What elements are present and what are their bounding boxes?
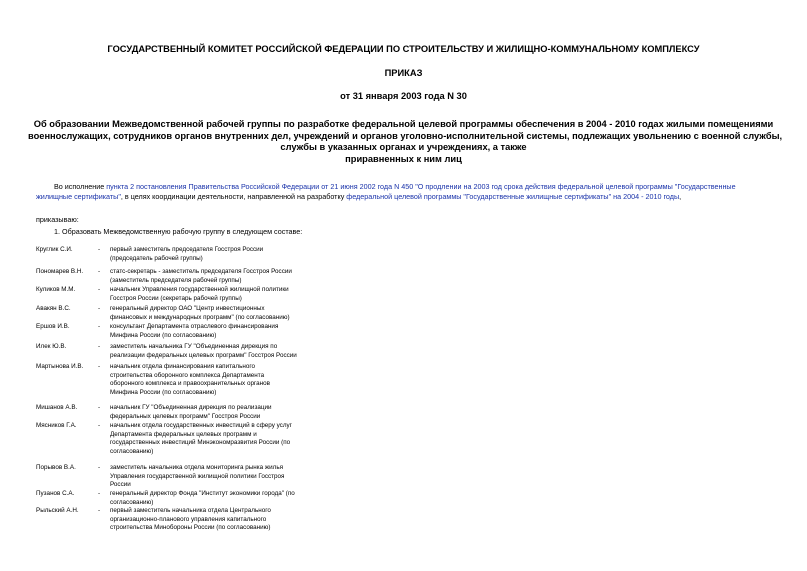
member-position-line: первый заместитель начальника отдела Центрального bbox=[110, 507, 271, 514]
member-position bbox=[110, 507, 310, 533]
intro-middle: , в целях координации деятельности, направленной на разработку bbox=[120, 191, 347, 201]
title-line: Об образовании Межведомственной рабочей группы по разработке федеральной целевой программы обеспечения в 2004 - 2010 годах жилыми помещениями bbox=[33, 119, 774, 129]
member-position bbox=[110, 305, 310, 322]
member-position-line: согласованию) bbox=[110, 498, 154, 506]
resolution-link[interactable]: пункта 2 постановления Правительства Российской Федерации от 21 июня 2002 года N 450 "О продлении на 2003 год срока действия федеральной целевой программы "Государственные bbox=[106, 182, 736, 191]
member-dash: - bbox=[98, 305, 101, 312]
member-name: Ершов И.В. bbox=[36, 323, 70, 330]
member-dash: - bbox=[98, 464, 101, 471]
member-position bbox=[110, 464, 310, 490]
program-link[interactable]: федеральной целевой программы "Государственные жилищные сертификаты" на 2004 - 2010 годы bbox=[346, 191, 680, 201]
member-position-line: заместитель начальника отдела мониторинга рынка жилья bbox=[110, 464, 284, 471]
member-name: Порывов В.А. bbox=[36, 464, 76, 471]
member-name: Пузанов С.А. bbox=[36, 490, 75, 497]
member-dash: - bbox=[98, 323, 101, 330]
member-position-line: начальник отдела государственных инвестиций в сферу услуг bbox=[110, 422, 292, 429]
member-dash: - bbox=[98, 422, 101, 429]
member-position-line: России bbox=[110, 481, 131, 488]
member-name: Пономарев В.Н. bbox=[36, 268, 84, 275]
member-position-line: оборонного комплекса и правоохранительных органов bbox=[110, 380, 270, 387]
member-position bbox=[110, 422, 310, 456]
member-name: Мартынова И.В. bbox=[36, 363, 84, 370]
member-dash: - bbox=[98, 404, 101, 411]
member-position-line: Управления государственной жилищной политики Госстроя bbox=[110, 472, 285, 480]
resolution-link-continued[interactable]: жилищные сертификаты" bbox=[36, 191, 121, 201]
member-position-line: государственных инвестиций Минэкономразвития России (по bbox=[110, 439, 291, 446]
member-position-line: финансовых и международных программ" (по согласованию) bbox=[110, 313, 290, 321]
document-type: ПРИКАЗ bbox=[384, 68, 423, 78]
order-item-1: 1. Образовать Межведомственную рабочую группу в следующем составе: bbox=[54, 227, 303, 236]
document-date-number: от 31 января 2003 года N 30 bbox=[340, 91, 467, 101]
member-name: Куликов М.М. bbox=[36, 286, 76, 293]
member-position-line: Госстроя России (секретарь рабочей группы) bbox=[110, 294, 242, 302]
member-name: Рыльский А.Н. bbox=[36, 507, 79, 514]
member-name: Мясников Г.А. bbox=[36, 422, 77, 429]
member-position-line: начальник ГУ "Объединенная дирекция по реализации bbox=[110, 404, 272, 411]
member-position-line: начальник отдела финансирования капитального bbox=[110, 363, 255, 370]
member-position-line: федеральных целевых программ" Госстроя России bbox=[110, 412, 261, 420]
member-position bbox=[110, 490, 310, 507]
member-position-line: Минфина России (по согласованию) bbox=[110, 388, 217, 396]
member-position-line: начальник Управления государственной жилищной политики bbox=[110, 286, 289, 293]
intro-suffix: , bbox=[679, 191, 682, 201]
member-position-line: генеральный директор ОАО "Центр инвестиционных bbox=[110, 305, 265, 312]
member-position bbox=[110, 363, 310, 397]
member-position-line: строительства Минобороны России (по согласованию) bbox=[110, 524, 271, 531]
member-name: Круглик С.И. bbox=[36, 246, 73, 253]
member-position-line: Минфина России (по согласованию) bbox=[110, 331, 217, 339]
member-name: Илек Ю.В. bbox=[36, 343, 67, 350]
member-position-line: заместитель начальника ГУ "Объединенная дирекция по bbox=[110, 343, 278, 350]
member-dash: - bbox=[98, 507, 101, 514]
intro-paragraph bbox=[36, 182, 781, 202]
member-dash: - bbox=[98, 343, 101, 350]
member-position-line: первый заместитель председателя Госстроя России bbox=[110, 246, 264, 253]
member-dash: - bbox=[98, 363, 101, 370]
member-dash: - bbox=[98, 246, 101, 253]
member-position-line: статс-секретарь - заместитель председателя Госстроя России bbox=[110, 268, 292, 275]
title-line: приравненных к ним лиц bbox=[345, 153, 462, 164]
member-position bbox=[110, 404, 310, 421]
member-dash: - bbox=[98, 286, 101, 293]
member-position-line: (заместитель председателя рабочей группы) bbox=[110, 276, 242, 284]
member-position-line: генеральный директор Фонда "Институт экономики города" (по bbox=[110, 490, 295, 497]
document-title bbox=[28, 119, 783, 165]
member-position-line: консультант Департамента отраслевого финансирования bbox=[110, 323, 279, 330]
intro-prefix: Во исполнение bbox=[54, 182, 107, 191]
member-position bbox=[110, 268, 310, 285]
member-dash: - bbox=[98, 268, 101, 275]
member-position-line: организационно-планового управления капитального bbox=[110, 515, 267, 523]
title-line: военнослужащих, сотрудников органов внутренних дел, учреждений и органов уголовно-исполнительной системы, подлежащих увольнению с военной службы, bbox=[28, 130, 783, 141]
member-position bbox=[110, 343, 310, 360]
order-verb: приказываю: bbox=[36, 215, 79, 224]
member-position-line: (председатель рабочей группы) bbox=[110, 254, 203, 262]
member-name: Авакян В.С. bbox=[36, 305, 71, 312]
member-position bbox=[110, 323, 310, 340]
title-line: службы в указанных органах и учреждениях, а также bbox=[280, 142, 527, 153]
member-dash: - bbox=[98, 490, 101, 497]
organization-heading: ГОСУДАРСТВЕННЫЙ КОМИТЕТ РОССИЙСКОЙ ФЕДЕРАЦИИ ПО СТРОИТЕЛЬСТВУ И ЖИЛИЩНО-КОММУНАЛЬНОМУ КОМПЛЕКСУ bbox=[107, 44, 700, 54]
member-position-line: согласованию) bbox=[110, 447, 154, 455]
member-position-line: строительства оборонного комплекса Департамента bbox=[110, 371, 265, 379]
member-position-line: Департамента федеральных целевых программ и bbox=[110, 430, 257, 438]
member-position bbox=[110, 286, 310, 303]
member-position bbox=[110, 246, 310, 263]
member-position-line: реализации федеральных целевых программ" Госстроя России bbox=[110, 351, 297, 359]
member-name: Мишанов А.В. bbox=[36, 404, 78, 411]
